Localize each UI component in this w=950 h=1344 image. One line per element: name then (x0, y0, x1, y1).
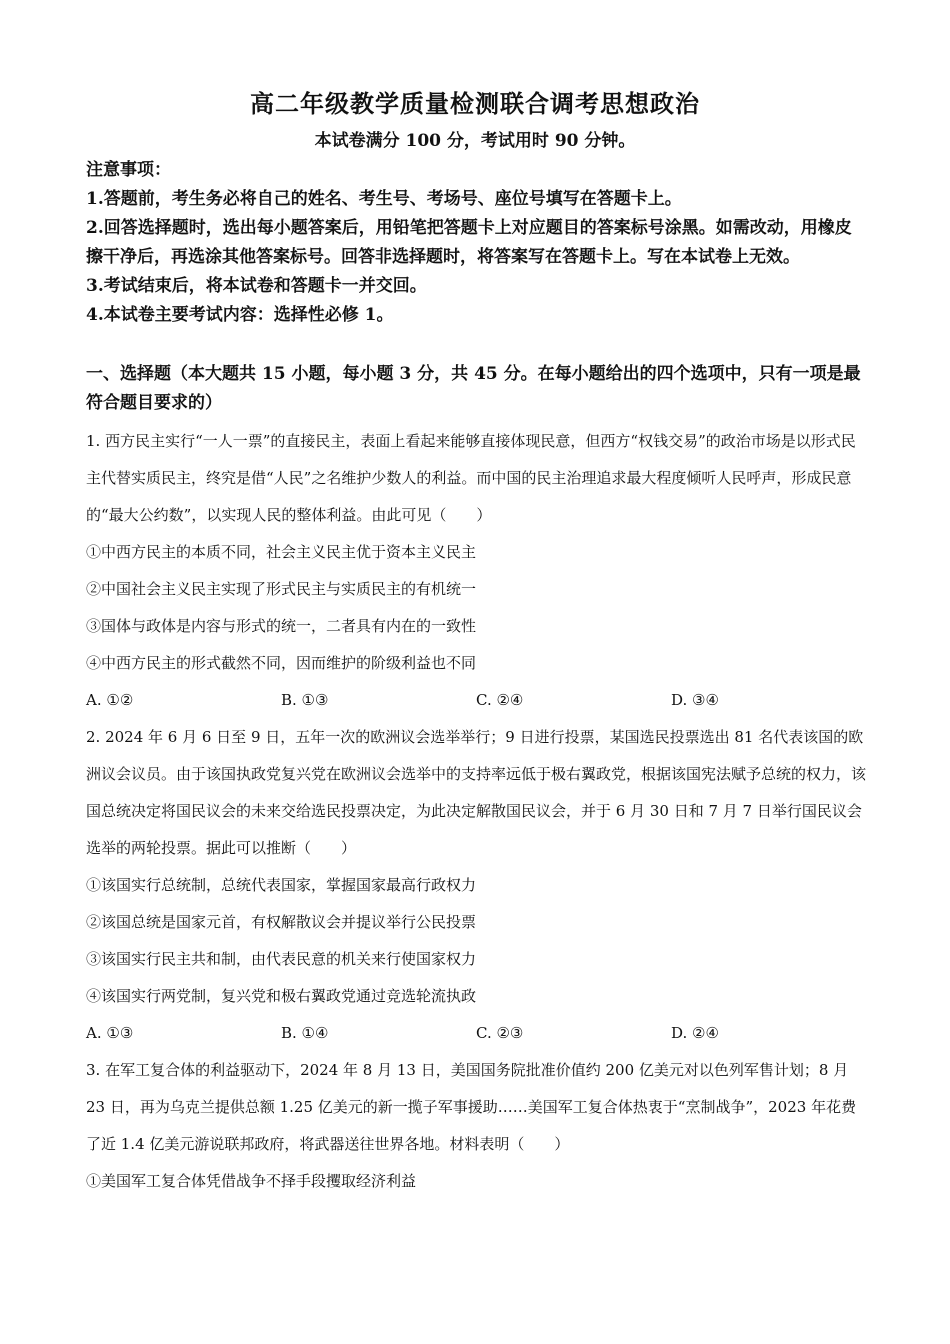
exam-subtitle: 本试卷满分 100 分，考试用时 90 分钟。 (314, 131, 636, 151)
option-a: A. ①② (86, 691, 134, 709)
question-2 (86, 719, 866, 1052)
question-1 (86, 423, 866, 719)
option-d: D. ③④ (671, 691, 719, 709)
note-item: 2.回答选择题时，选出每小题答案后，用铅笔把答题卡上对应题目的答案标号涂黑。如需改动，用橡皮擦干净后，再选涂其他答案标号。回答非选择题时，将答案写在答题卡上。写在本试卷上无效。 (86, 218, 852, 267)
statement: ②该国总统是国家元首，有权解散议会并提议举行公民投票 (86, 913, 477, 931)
option-b: B. ①④ (281, 1024, 329, 1042)
statement: ④该国实行两党制，复兴党和极右翼政党通过竞选轮流执政 (86, 987, 477, 1005)
option-d: D. ②④ (671, 1024, 719, 1042)
option-b: B. ①③ (281, 691, 329, 709)
option-c: C. ②③ (476, 1024, 524, 1042)
notes-section (86, 156, 866, 330)
option-c: C. ②④ (476, 691, 524, 709)
statement: ②中国社会主义民主实现了形式民主与实质民主的有机统一 (86, 580, 477, 598)
option-a: A. ①③ (86, 1024, 134, 1042)
statement: ①中西方民主的本质不同，社会主义民主优于资本主义民主 (86, 543, 477, 561)
question-3 (86, 1052, 866, 1200)
questions-list (86, 423, 866, 1200)
answer-options (86, 682, 866, 719)
statement: ①该国实行总统制，总统代表国家，掌握国家最高行政权力 (86, 876, 477, 894)
question-stem: 2. 2024 年 6 月 6 日至 9 日，五年一次的欧洲议会选举举行；9 日进行投票，某国选民投票选出 81 名代表该国的欧洲议会议员。由于该国执政党复兴党在欧洲议会选举中的支持率远低于极右翼政党，根据该国宪法赋予总统的权力，该国总统决定将国民议会的未来交给选民投票决定，为此决定解散国民议会，并于 6 月 30 日和 7 月 7 日举行国民议会选举的两轮投票。据此可以推断（ ） (86, 728, 867, 857)
statement: ③国体与政体是内容与形式的统一，二者具有内在的一致性 (86, 617, 477, 635)
answer-options (86, 1015, 866, 1052)
note-item: 3.考试结束后，将本试卷和答题卡一并交回。 (86, 276, 427, 296)
note-item: 1.答题前，考生务必将自己的姓名、考生号、考场号、座位号填写在答题卡上。 (86, 189, 682, 209)
question-stem: 1. 西方民主实行“一人一票”的直接民主，表面上看起来能够直接体现民意，但西方“权钱交易”的政治市场是以形式民主代替实质民主，终究是借“人民”之名维护少数人的利益。而中国的民主治理追求最大程度倾听人民呼声，形成民意的“最大公约数”，以实现人民的整体利益。由此可见（ ） (86, 432, 856, 524)
note-item: 4.本试卷主要考试内容：选择性必修 1。 (86, 305, 394, 325)
statement: ③该国实行民主共和制，由代表民意的机关来行使国家权力 (86, 950, 477, 968)
statement: ①美国军工复合体凭借战争不择手段攫取经济利益 (86, 1172, 417, 1190)
page-title: 高二年级教学质量检测联合调考思想政治 (250, 89, 700, 118)
question-stem: 3. 在军工复合体的利益驱动下，2024 年 8 月 13 日，美国国务院批准价值约 200 亿美元对以色列军售计划；8 月 23 日，再为乌克兰提供总额 1.25 亿美元的新一揽子军事援助……美国军工复合体热衷于“烹制战争”，2023 年花费了近 1.4 亿美元游说联邦政府，将武器送往世界各地。材料表明（ ） (86, 1061, 857, 1153)
notes-heading: 注意事项： (86, 160, 171, 180)
section-heading: 一、选择题（本大题共 15 小题，每小题 3 分，共 45 分。在每小题给出的四个选项中，只有一项是最符合题目要求的） (86, 364, 861, 413)
statement: ④中西方民主的形式截然不同，因而维护的阶级利益也不同 (86, 654, 477, 672)
